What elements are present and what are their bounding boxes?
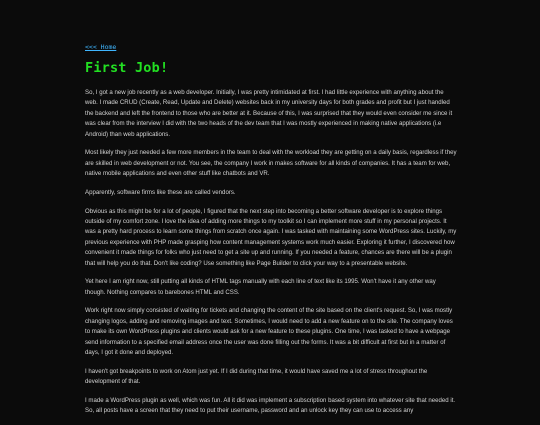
post-paragraph: Most likely they just needed a few more members in the team to deal with the workload they are getting on a daily basis, regardless if they are skilled in web development or not. You see, the company I work in makes software for all kinds of companies. It has a team for web, native mobile applications and even other stuff like chatbots and VR.	[85, 149, 457, 178]
post-paragraph: Apparently, software firms like these are called vendors.	[85, 188, 236, 196]
home-back-link[interactable]: <<< Home	[85, 43, 117, 51]
post-paragraph: I made a WordPress plugin as well, which was fun. All it did was implement a subscription based system into whatever site that needed it. So, all posts have a screen that they need to put their username, password and an unlock key they can use to access any	[85, 396, 456, 415]
post-paragraph: Obvious as this might be for a lot of people, I figured that the next step into becoming a better software developer is to explore things outside of my comfort zone. I love the idea of adding more things to my toolkit so I can implement more stuff in my personal projects. It was a pretty hard process to learn some things from scratch once again. I was tasked with maintaining some WordPress sites. Luckily, my previous experience with PHP made grasping how content management systems work much easier. Exploring it further, I discovered how convenient it made things for folks who just need to get a site up and running. If you needed a feature, chances are there will be a plugin that will help you do that. Don't like coding? Use something like Page Builder to click your way to a presentable website.	[85, 207, 457, 267]
post-paragraph: I haven't got breakpoints to work on Atom just yet. If I did during that time, it would have saved me a lot of stress throughout the development of that.	[85, 367, 428, 386]
post-paragraph: Yet here I am right now, still putting all kinds of HTML tags manually with each line of text like its 1995. Won't have it any other way though. Nothing compares to barebones HTML and CSS.	[85, 278, 436, 296]
post-title: First Job!	[85, 60, 169, 76]
post-paragraph: So, I got a new job recently as a web developer. Initially, I was pretty intimidated at first. I had little experience with anything about the web. I made CRUD (Create, Read, Update and Delete) websites back in my university days for both grades and profit but I just handled the backend and left the frontend to those who are better at it. Because of this, I was surprised that they would even consider me since it was clear from the interview I did with the two heads of the dev team that I was mostly experienced in making native applications (i.e Android) than web applications.	[85, 89, 453, 138]
blog-post-page	[85, 36, 457, 425]
post-body	[85, 88, 457, 417]
post-paragraph: Work right now simply consisted of waiting for tickets and changing the content of the site based on the client's request. So, I was mostly changing logos, adding and removing images and text. Sometimes, I would need to add a new feature on to the site. The company loves to make its own WordPress plugins and clients would ask for a new feature to these plugins. One time, I was tasked to have a webpage send information to a specified email address once the user was done filling out the forms. It was a bit difficult at first but in a matter of days, I got it done and deployed.	[85, 307, 453, 357]
